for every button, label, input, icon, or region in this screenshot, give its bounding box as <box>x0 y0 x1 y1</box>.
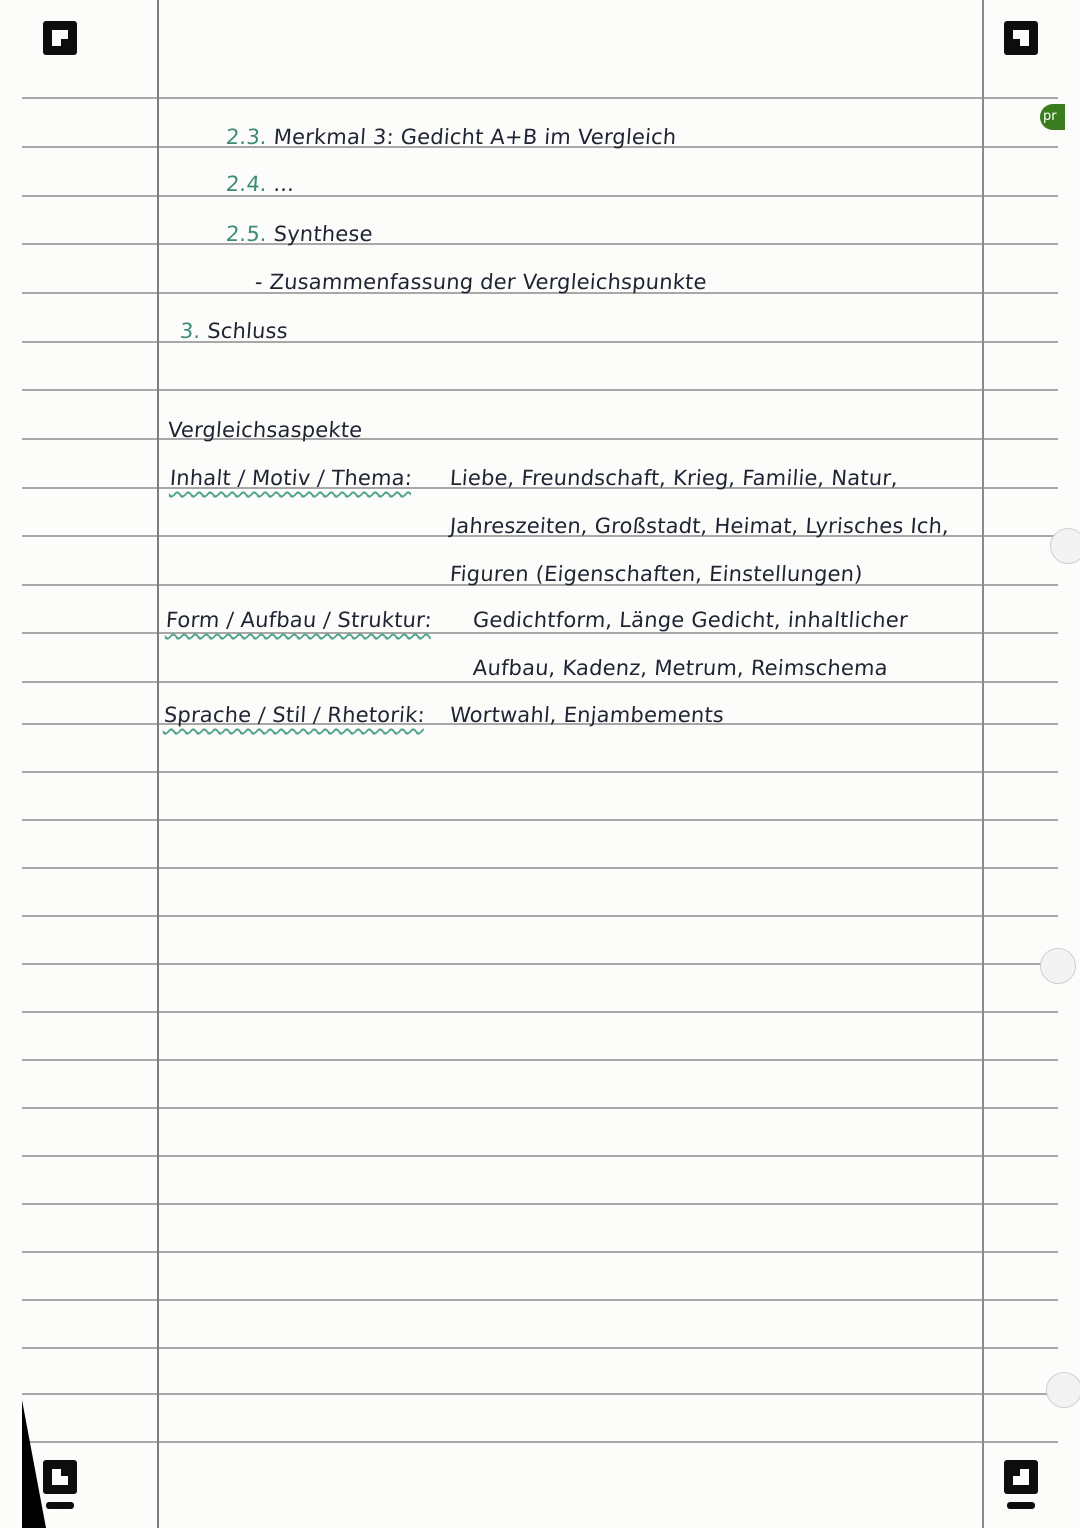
outline-number: 2.3. <box>225 125 268 149</box>
aspect-label: Sprache / Stil / Rhetorik: <box>163 703 426 727</box>
aspect-value-line: Wortwahl, Enjambements <box>449 703 725 727</box>
outline-text: Merkmal 3: Gedicht A+B im Vergleich <box>272 125 678 149</box>
pr-badge: pr <box>1040 104 1065 130</box>
punch-hole <box>1046 1372 1080 1408</box>
aspect-value-line: Aufbau, Kadenz, Metrum, Reimschema <box>472 656 889 680</box>
punch-hole <box>1050 528 1080 564</box>
outline-number: 2.4. <box>225 172 268 196</box>
right-margin-line <box>982 0 984 1528</box>
outline-item <box>225 125 677 149</box>
aspect-value-line: Jahreszeiten, Großstadt, Heimat, Lyrisches Ich, <box>449 514 950 538</box>
outline-number: 3. <box>179 319 202 343</box>
outline-subitem <box>254 270 707 294</box>
outline-text: ... <box>272 172 296 196</box>
aspect-value-line: Liebe, Freundschaft, Krieg, Familie, Natur, <box>449 466 899 490</box>
marker-dash-bottom-left <box>46 1502 74 1509</box>
scan-shadow <box>22 1400 46 1528</box>
outline-text: Schluss <box>206 319 289 343</box>
corner-marker-top-left-icon <box>43 21 77 55</box>
aspect-label: Form / Aufbau / Struktur: <box>165 608 433 632</box>
outline-item <box>225 172 295 196</box>
outline-text: - Zusammenfassung der Vergleichspunkte <box>254 270 708 294</box>
corner-marker-top-right-icon <box>1004 21 1038 55</box>
aspects-heading: Vergleichsaspekte <box>167 418 364 442</box>
outline-item <box>179 319 289 343</box>
aspect-value-line: Figuren (Eigenschaften, Einstellungen) <box>449 562 864 586</box>
outline-number: 2.5. <box>225 222 268 246</box>
marker-dash-bottom-right <box>1007 1502 1035 1509</box>
aspect-value-line: Gedichtform, Länge Gedicht, inhaltlicher <box>472 608 909 632</box>
punch-hole <box>1040 948 1076 984</box>
outline-item <box>225 222 373 246</box>
left-margin-line <box>157 0 159 1528</box>
outline-text: Synthese <box>272 222 374 246</box>
corner-marker-bottom-left-icon <box>43 1460 77 1494</box>
aspect-label: Inhalt / Motiv / Thema: <box>169 466 413 490</box>
corner-marker-bottom-right-icon <box>1004 1460 1038 1494</box>
